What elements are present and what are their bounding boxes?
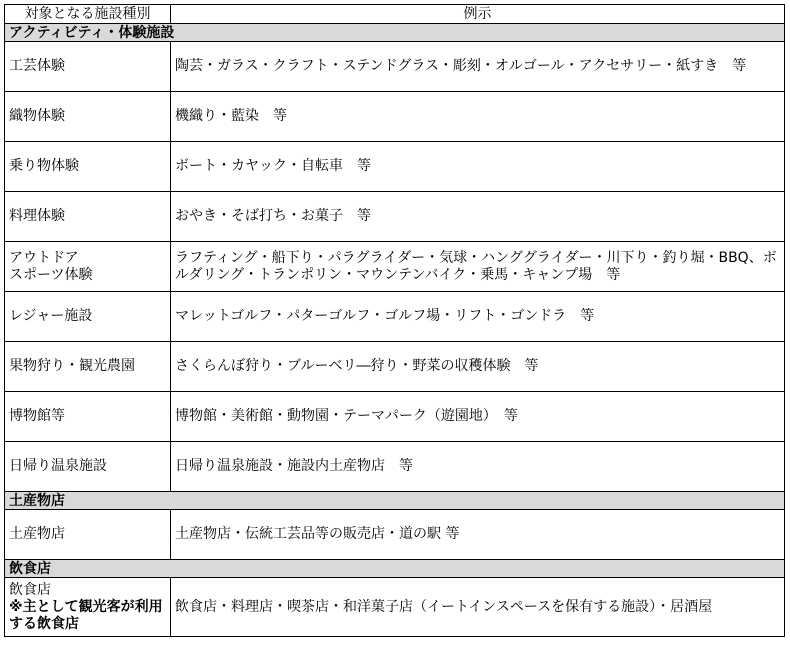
facility-type-cell: レジャー施設 bbox=[5, 292, 171, 342]
table-row bbox=[5, 242, 785, 292]
example-cell: 飲食店・料理店・喫茶店・和洋菓子店（イートインスペースを保有する施設）・居酒屋 bbox=[171, 578, 785, 637]
table-row bbox=[5, 342, 785, 392]
header-examples: 例示 bbox=[171, 5, 785, 24]
example-cell: 機織り・藍染 等 bbox=[171, 92, 785, 142]
table-row bbox=[5, 42, 785, 92]
table-row bbox=[5, 392, 785, 442]
facility-type-label: 飲食店 bbox=[9, 581, 51, 598]
category-title: 土産物店 bbox=[5, 492, 785, 510]
table-row bbox=[5, 92, 785, 142]
facility-type-cell: 日帰り温泉施設 bbox=[5, 442, 171, 492]
facility-type-cell: 土産物店 bbox=[5, 510, 171, 560]
example-cell: さくらんぼ狩り・ブルーベリ―狩り・野菜の収穫体験 等 bbox=[171, 342, 785, 392]
facility-type-cell bbox=[5, 578, 171, 637]
category-title: アクティビティ・体験施設 bbox=[5, 24, 785, 42]
table-row bbox=[5, 442, 785, 492]
table-row bbox=[5, 292, 785, 342]
header-facility-type: 対象となる施設種別 bbox=[5, 5, 171, 24]
example-cell: 博物館・美術館・動物園・テーマパーク（遊園地） 等 bbox=[171, 392, 785, 442]
category-row bbox=[5, 24, 785, 42]
example-cell: ラフティング・船下り・パラグライダー・気球・ハンググライダー・川下り・釣り堀・BBQ、ボルダリング・トランポリン・マウンテンバイク・乗馬・キャンプ場 等 bbox=[171, 242, 785, 292]
table-row bbox=[5, 192, 785, 242]
facility-type-cell: 織物体験 bbox=[5, 92, 171, 142]
category-title: 飲食店 bbox=[5, 560, 785, 578]
table-row bbox=[5, 578, 785, 637]
example-cell: マレットゴルフ・パターゴルフ・ゴルフ場・リフト・ゴンドラ 等 bbox=[171, 292, 785, 342]
category-row bbox=[5, 492, 785, 510]
example-cell: 日帰り温泉施設・施設内土産物店 等 bbox=[171, 442, 785, 492]
facility-type-cell: 博物館等 bbox=[5, 392, 171, 442]
example-cell: 土産物店・伝統工芸品等の販売店・道の駅 等 bbox=[171, 510, 785, 560]
example-cell: おやき・そば打ち・お菓子 等 bbox=[171, 192, 785, 242]
table-header-row bbox=[5, 5, 785, 24]
table-row bbox=[5, 142, 785, 192]
example-cell: ボート・カヤック・自転車 等 bbox=[171, 142, 785, 192]
facility-type-cell: 工芸体験 bbox=[5, 42, 171, 92]
facility-type-table bbox=[4, 4, 785, 637]
facility-type-cell: 乗り物体験 bbox=[5, 142, 171, 192]
example-cell: 陶芸・ガラス・クラフト・ステンドグラス・彫刻・オルゴール・アクセサリー・紙すき 等 bbox=[171, 42, 785, 92]
facility-type-cell: アウトドア スポーツ体験 bbox=[5, 242, 171, 292]
category-row bbox=[5, 560, 785, 578]
facility-note: ※主として観光客が利用する飲食店 bbox=[9, 598, 163, 632]
table-row bbox=[5, 510, 785, 560]
facility-type-cell: 果物狩り・観光農園 bbox=[5, 342, 171, 392]
facility-type-cell: 料理体験 bbox=[5, 192, 171, 242]
